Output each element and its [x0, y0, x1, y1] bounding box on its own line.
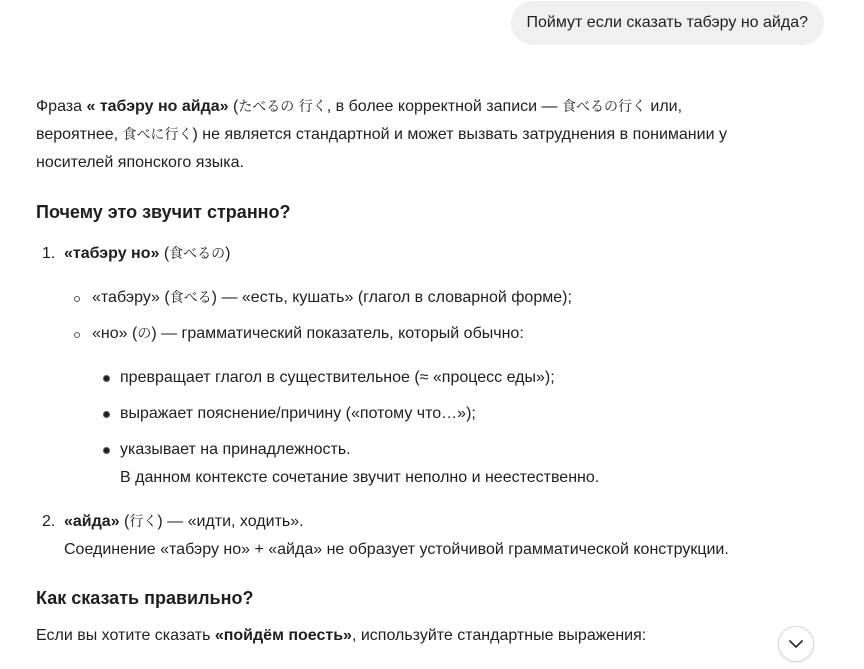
intro-japanese-1: たべるの 行く	[238, 99, 327, 115]
square-bullet-icon	[103, 447, 110, 454]
chevron-down-icon	[787, 635, 805, 653]
sub2-japanese: の	[137, 326, 152, 342]
circle-bullet-icon	[74, 332, 80, 338]
sub1-japanese: 食べる	[169, 290, 212, 306]
intro-text-2: (	[228, 98, 239, 115]
function-text: превращает глагол в существительное (≈ «процесс еды»);	[120, 369, 555, 386]
list-item	[64, 284, 766, 312]
intro-text-5: ) не является стандартной и может вызвать затруднения в понимании у носителей японского языка.	[36, 126, 727, 171]
list-item	[64, 320, 766, 492]
square-bullet-icon	[103, 411, 110, 418]
item2-japanese: 行く	[129, 514, 158, 530]
function-text: выражает пояснение/причину («потому что…»);	[120, 405, 476, 422]
list-number: 2.	[42, 513, 56, 530]
intro-text-1: Фраза	[36, 98, 87, 115]
user-message-text: Поймут если сказать табэру но айда?	[526, 14, 808, 31]
item2-paren-open: (	[119, 513, 130, 530]
intro-text-4: или, вероятнее,	[36, 98, 683, 143]
heading-why-strange: Почему это звучит странно?	[36, 202, 291, 222]
item2-rest: ) — «идти, ходить».	[157, 513, 304, 530]
last-paragraph	[36, 622, 766, 650]
last-text-a: Если вы хотите сказать	[36, 627, 215, 644]
list-number: 1.	[42, 245, 56, 262]
list-item-aida	[36, 508, 766, 564]
no-functions-list	[92, 364, 766, 492]
item2-bold: «айда»	[64, 513, 120, 530]
intro-japanese-3: 食べに行く	[122, 127, 193, 143]
sub2-text-b: ) — грамматический показатель, который обычно:	[151, 325, 524, 342]
last-text-b: , используйте стандартные выражения:	[351, 627, 647, 644]
list-item	[92, 364, 766, 392]
scroll-to-bottom-button[interactable]	[778, 626, 814, 662]
item1-japanese: 食べるの	[169, 246, 226, 262]
item1-bold: «табэру но»	[64, 245, 160, 262]
item2-title	[64, 508, 766, 536]
item1-title	[64, 240, 766, 268]
sub2-text-a: «но» (	[92, 325, 138, 342]
square-bullet-icon	[103, 375, 110, 382]
item1-sublist	[64, 284, 766, 492]
intro-text-3: , в более корректной записи —	[326, 98, 562, 115]
circle-bullet-icon	[74, 296, 80, 302]
user-message-bubble	[511, 1, 824, 45]
intro-paragraph	[36, 93, 766, 177]
item1-paren-close: )	[225, 245, 231, 262]
item2-note: Соединение «табэру но» + «айда» не образует устойчивой грамматической конструкции.	[64, 541, 729, 558]
sub1-text-a: «табэру» (	[92, 289, 170, 306]
function-text: указывает на принадлежность.	[120, 441, 351, 458]
item1-note: В данном контексте сочетание звучит неполно и неестественно.	[120, 469, 600, 486]
list-item	[92, 400, 766, 428]
explanation-list	[36, 240, 766, 564]
heading-how-to-say: Как сказать правильно?	[36, 588, 254, 608]
assistant-answer	[36, 93, 766, 650]
intro-bold-phrase: « табэру но айда»	[86, 98, 229, 115]
item1-paren-open: (	[159, 245, 170, 262]
sub1-text-b: ) — «есть, кушать» (глагол в словарной форме);	[211, 289, 572, 306]
list-item-taberu-no	[36, 240, 766, 492]
last-bold: «пойдём поесть»	[214, 627, 352, 644]
intro-japanese-2: 食べるの行く	[561, 99, 646, 115]
list-item	[92, 436, 766, 492]
